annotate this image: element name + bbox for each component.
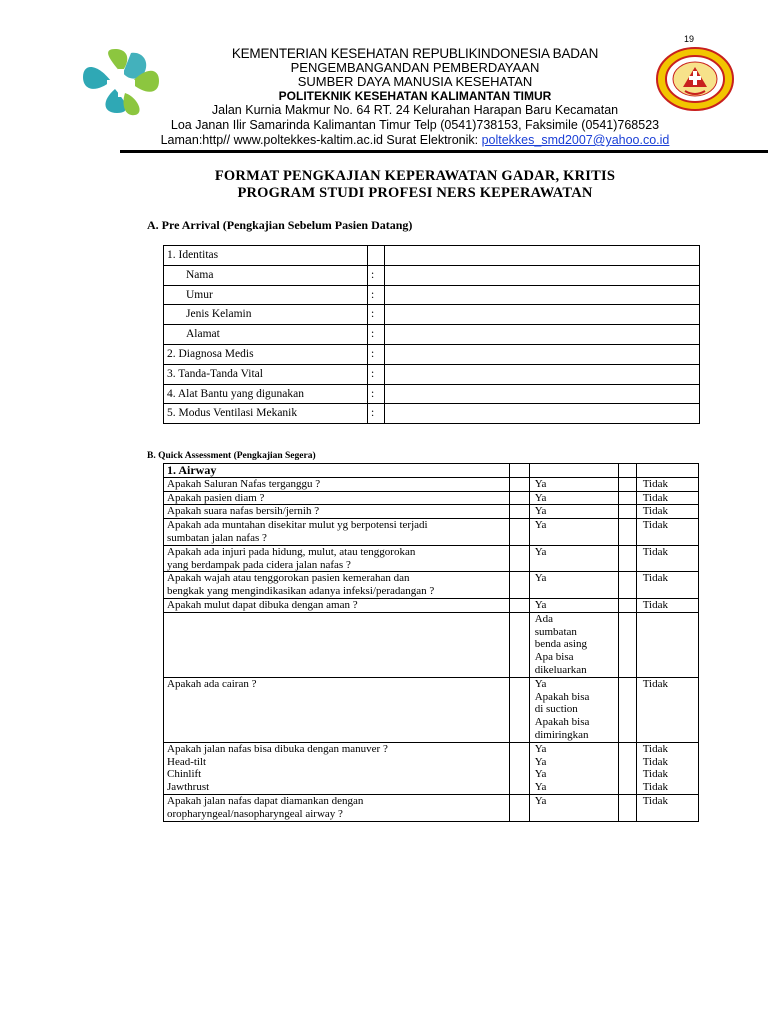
no-option: Tidak [636,505,698,519]
no-option: Tidak [636,477,698,491]
no-option: Tidak [636,677,698,742]
section-a-heading: A. Pre Arrival (Pengkajian Sebelum Pasien Datang) [147,218,413,232]
airway-heading: 1. Airway [164,464,510,478]
letterhead-line-3: SUMBER DAYA MANUSIA KESEHATAN [297,74,533,89]
checkbox-cell[interactable] [510,519,530,546]
pre-arrival-row [164,404,700,424]
assessment-row [164,477,699,491]
field-label: Nama [164,265,368,285]
field-label: Umur [164,285,368,305]
letterhead-line-2: PENGEMBANGANDAN PEMBERDAYAAN [290,60,540,75]
yes-option: Ya [529,477,618,491]
field-value[interactable] [385,265,700,285]
checkbox-cell[interactable] [619,464,637,478]
field-value[interactable] [385,285,700,305]
yes-option: Ya Ya Ya Ya [529,742,618,794]
yes-option: Ya Apakah bisa di suction Apakah bisa dimiringkan [529,677,618,742]
field-label: 3. Tanda-Tanda Vital [164,364,368,384]
yes-option: Ya [529,794,618,821]
checkbox-cell[interactable] [619,742,637,794]
checkbox-cell[interactable] [619,612,637,677]
field-value[interactable] [385,305,700,325]
yes-option: Ya [529,545,618,572]
checkbox-cell[interactable] [510,742,530,794]
field-separator [368,246,385,266]
assessment-question: Apakah wajah atau tenggorokan pasien kemerahan dan bengkak yang mengindikasikan adanya infeksi/peradangan ? [164,572,510,599]
checkbox-cell[interactable] [510,598,530,612]
assessment-question: Apakah jalan nafas bisa dibuka dengan manuver ? Head-tilt Chinlift Jawthrust [164,742,510,794]
pre-arrival-row [164,246,700,266]
document-title-line-2: PROGRAM STUDI PROFESI NERS KEPERAWATAN [237,185,593,201]
pre-arrival-row [164,285,700,305]
checkbox-cell[interactable] [619,491,637,505]
checkbox-cell[interactable] [510,677,530,742]
checkbox-cell[interactable] [619,519,637,546]
no-option: Tidak [636,794,698,821]
yes-option: Ya [529,519,618,546]
checkbox-cell[interactable] [510,491,530,505]
checkbox-cell[interactable] [619,677,637,742]
checkbox-cell[interactable] [619,477,637,491]
no-option: Tidak [636,545,698,572]
assessment-question: Apakah ada muntahan disekitar mulut yg berpotensi terjadi sumbatan jalan nafas ? [164,519,510,546]
assessment-question: Apakah mulut dapat dibuka dengan aman ? [164,598,510,612]
no-option: Tidak [636,519,698,546]
pre-arrival-row [164,344,700,364]
field-separator: : [368,404,385,424]
poltekkes-seal [655,47,735,111]
assessment-row [164,794,699,821]
email-link[interactable]: poltekkes_smd2007@yahoo.co.id [481,133,670,147]
letterhead-address: Jalan Kurnia Makmur No. 64 RT. 24 Kelurahan Harapan Baru Kecamatan [211,103,619,117]
no-option: Tidak [636,598,698,612]
field-label: 1. Identitas [164,246,368,266]
assessment-question [164,612,510,677]
checkbox-cell[interactable] [619,505,637,519]
pre-arrival-table [163,245,700,424]
assessment-row [164,491,699,505]
no-option: Tidak Tidak Tidak Tidak [636,742,698,794]
checkbox-cell[interactable] [510,477,530,491]
yes-option: Ya [529,598,618,612]
field-value[interactable] [385,246,700,266]
yes-option: Ya [529,505,618,519]
field-separator: : [368,285,385,305]
field-separator: : [368,305,385,325]
field-label: 4. Alat Bantu yang digunakan [164,384,368,404]
assessment-question: Apakah pasien diam ? [164,491,510,505]
assessment-row [164,598,699,612]
pre-arrival-row [164,325,700,345]
field-separator: : [368,265,385,285]
field-value[interactable] [385,384,700,404]
checkbox-cell[interactable] [510,572,530,599]
checkbox-cell[interactable] [619,545,637,572]
field-separator: : [368,325,385,345]
letterhead-web [120,133,710,148]
field-value[interactable] [385,325,700,345]
assessment-row [164,505,699,519]
checkbox-cell[interactable] [619,598,637,612]
field-value[interactable] [385,404,700,424]
checkbox-cell[interactable] [510,612,530,677]
assessment-row [164,545,699,572]
field-label: Alamat [164,325,368,345]
assessment-row [164,572,699,599]
website-text: Laman:http// www.poltekkes-kaltim.ac.id Surat Elektronik: [160,133,482,147]
assessment-question: Apakah suara nafas bersih/jernih ? [164,505,510,519]
pre-arrival-row [164,305,700,325]
yes-option: Ada sumbatan benda asing Apa bisa dikeluarkan [529,612,618,677]
yes-option: Ya [529,572,618,599]
field-label: Jenis Kelamin [164,305,368,325]
checkbox-cell[interactable] [510,464,530,478]
field-value[interactable] [385,364,700,384]
checkbox-cell[interactable] [619,572,637,599]
field-label: 5. Modus Ventilasi Mekanik [164,404,368,424]
no-cell [636,464,698,478]
field-value[interactable] [385,344,700,364]
letterhead-contact: Loa Janan Ilir Samarinda Kalimantan Timur Telp (0541)738153, Faksimile (0541)768523 [170,118,660,132]
assessment-row [164,519,699,546]
checkbox-cell[interactable] [510,545,530,572]
assessment-row [164,612,699,677]
field-separator: : [368,384,385,404]
no-option [636,612,698,677]
assessment-row [164,677,699,742]
document-title [120,168,710,202]
pre-arrival-row [164,364,700,384]
pre-arrival-row [164,265,700,285]
pre-arrival-row [164,384,700,404]
assessment-row [164,742,699,794]
field-label: 2. Diagnosa Medis [164,344,368,364]
assessment-question: Apakah Saluran Nafas terganggu ? [164,477,510,491]
page-number: 19 [684,34,695,44]
checkbox-cell[interactable] [510,505,530,519]
document-title-line-1: FORMAT PENGKAJIAN KEPERAWATAN GADAR, KRITIS [214,168,616,184]
quick-assessment-table [163,463,699,822]
no-option: Tidak [636,572,698,599]
assessment-question: Apakah jalan nafas dapat diamankan dengan oropharyngeal/nasopharyngeal airway ? [164,794,510,821]
assessment-question: Apakah ada injuri pada hidung, mulut, atau tenggorokan yang berdampak pada cidera jalan nafas ? [164,545,510,572]
no-option: Tidak [636,491,698,505]
field-separator: : [368,344,385,364]
yes-option: Ya [529,491,618,505]
field-separator: : [368,364,385,384]
section-b-heading: B. Quick Assessment (Pengkajian Segera) [147,451,316,461]
assessment-question: Apakah ada cairan ? [164,677,510,742]
letterhead [120,46,710,148]
yes-cell [529,464,618,478]
checkbox-cell[interactable] [619,794,637,821]
letterhead-line-1: KEMENTERIAN KESEHATAN REPUBLIKINDONESIA BADAN [231,46,599,61]
letterhead-divider [120,150,768,153]
airway-header-row [164,464,699,478]
checkbox-cell[interactable] [510,794,530,821]
letterhead-line-4: POLITEKNIK KESEHATAN KALIMANTAN TIMUR [278,89,552,103]
